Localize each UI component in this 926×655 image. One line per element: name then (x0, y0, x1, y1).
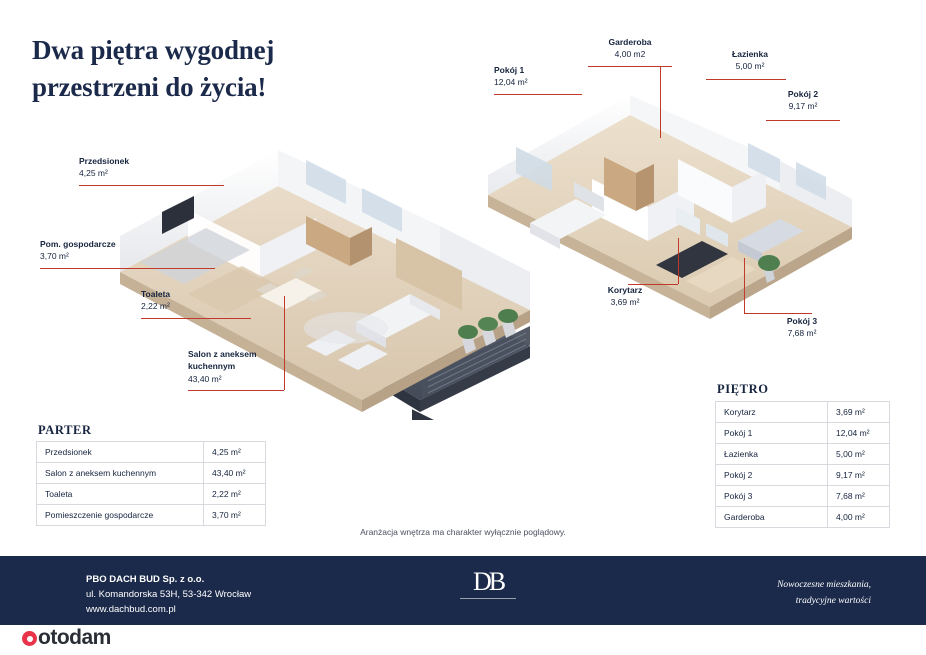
leader-line-lazienka (706, 79, 786, 80)
callout-toaleta-name: Toaleta (141, 289, 171, 299)
callout-salon-name-line2: kuchennym (188, 361, 236, 372)
callout-korytarz-name: Korytarz (607, 285, 643, 295)
parter-row-0-area: 4,25 m² (204, 442, 266, 463)
upper-floor-render (480, 95, 860, 335)
leader-line-korytarz-vertical (678, 238, 679, 284)
callout-pokoj-2-name: Pokój 2 (787, 89, 819, 99)
callout-przedsionek-name: Przedsionek (79, 156, 130, 166)
callout-toaleta (141, 288, 170, 313)
callout-garderoba-area: 4,00 m2 (614, 49, 646, 60)
parter-row-3-area: 3,70 m² (204, 505, 266, 526)
callout-pokoj-3 (760, 315, 844, 340)
footer-slogan (777, 577, 871, 609)
dachbud-logo-mark: DB (472, 567, 504, 596)
callout-pom-gospodarcze-name: Pom. gospodarcze (40, 239, 116, 249)
pietro-row-2-area: 5,00 m² (828, 444, 890, 465)
leader-line-pom-gospodarcze (40, 268, 215, 269)
table-row (716, 507, 890, 528)
leader-line-pokoj-2 (766, 120, 840, 121)
callout-lazienka (700, 48, 800, 73)
otodom-wordmark: otodam (38, 626, 111, 649)
pietro-row-0-name: Korytarz (716, 402, 828, 423)
callout-salon-name-line1: Salon z aneksem (188, 349, 257, 359)
dachbud-logo (455, 569, 521, 599)
leader-line-toaleta (141, 318, 251, 319)
page-title (32, 32, 432, 107)
pietro-row-4-name: Pokój 3 (716, 486, 828, 507)
footer-slogan-line-1: Nowoczesne mieszkania, (777, 580, 871, 590)
callout-pom-gospodarcze-area: 3,70 m² (40, 251, 69, 262)
callout-pokoj-1-area: 12,04 m² (494, 77, 528, 88)
headline-line-2: przestrzeni do życia! (32, 72, 267, 103)
otodom-watermark (22, 626, 111, 650)
callout-pokoj-3-area: 7,68 m² (787, 328, 817, 339)
callout-pokoj-3-name: Pokój 3 (786, 316, 818, 326)
leader-line-przedsionek (79, 185, 224, 186)
footer-address: ul. Komandorska 53H, 53-342 Wrocław (86, 589, 252, 601)
footer-website[interactable]: www.dachbud.com.pl (86, 604, 176, 616)
callout-pokoj-2-area: 9,17 m² (788, 101, 818, 112)
table-row (37, 463, 266, 484)
parter-row-0-name: Przedsionek (37, 442, 204, 463)
callout-korytarz-area: 3,69 m² (610, 297, 640, 308)
callout-salon (188, 348, 257, 385)
parter-row-3-name: Pomieszczenie gospodarcze (37, 505, 204, 526)
table-row (716, 423, 890, 444)
callout-lazienka-area: 5,00 m² (735, 61, 765, 72)
pietro-row-0-area: 3,69 m² (828, 402, 890, 423)
parter-row-2-area: 2,22 m² (204, 484, 266, 505)
callout-lazienka-name: Łazienka (732, 49, 768, 59)
pietro-title: PIĘTRO (717, 382, 769, 396)
table-row (716, 465, 890, 486)
pietro-areas-table (715, 401, 890, 528)
callout-przedsionek (79, 155, 129, 180)
pietro-row-1-name: Pokój 1 (716, 423, 828, 444)
headline-line-1: Dwa piętra wygodnej (32, 35, 275, 65)
callout-pom-gospodarcze (40, 238, 116, 263)
table-row (37, 484, 266, 505)
leader-line-korytarz (628, 284, 678, 285)
callout-pokoj-1-name: Pokój 1 (494, 65, 525, 75)
otodom-dot-icon (22, 631, 37, 646)
table-row (716, 402, 890, 423)
callout-pokoj-1 (494, 64, 528, 89)
pietro-row-3-area: 9,17 m² (828, 465, 890, 486)
disclaimer-text: Aranżacja wnętrza ma charakter wyłącznie poglądowy. (360, 527, 566, 537)
parter-row-1-name: Salon z aneksem kuchennym (37, 463, 204, 484)
callout-garderoba (575, 36, 685, 61)
callout-korytarz (585, 284, 665, 309)
callout-toaleta-area: 2,22 m² (141, 301, 170, 312)
leader-line-garderoba-vertical (660, 66, 661, 138)
leader-line-pokoj-3 (744, 313, 812, 314)
leader-line-salon-vertical (284, 296, 285, 390)
footer-bar (0, 556, 926, 625)
parter-areas-table (36, 441, 266, 526)
leader-line-pokoj-3-vertical (744, 258, 745, 313)
pietro-row-5-area: 4,00 m² (828, 507, 890, 528)
callout-salon-area: 43,40 m² (188, 373, 222, 384)
pietro-row-4-area: 7,68 m² (828, 486, 890, 507)
leader-line-salon (188, 390, 284, 391)
table-row (716, 486, 890, 507)
pietro-row-5-name: Garderoba (716, 507, 828, 528)
table-row (716, 444, 890, 465)
table-row (37, 505, 266, 526)
footer-company-name: PBO DACH BUD Sp. z o.o. (86, 574, 205, 585)
parter-title: PARTER (38, 423, 92, 437)
pietro-row-1-area: 12,04 m² (828, 423, 890, 444)
callout-pokoj-2 (763, 88, 843, 113)
pietro-row-2-name: Łazienka (716, 444, 828, 465)
dachbud-logo-divider (460, 598, 516, 599)
footer-company-block (86, 572, 251, 618)
parter-row-1-area: 43,40 m² (204, 463, 266, 484)
callout-garderoba-name: Garderoba (608, 37, 652, 47)
table-row (37, 442, 266, 463)
leader-line-pokoj-1 (494, 94, 582, 95)
pietro-row-3-name: Pokój 2 (716, 465, 828, 486)
callout-przedsionek-area: 4,25 m² (79, 168, 108, 179)
footer-slogan-line-2: tradycyjne wartości (795, 596, 871, 607)
parter-row-2-name: Toaleta (37, 484, 204, 505)
